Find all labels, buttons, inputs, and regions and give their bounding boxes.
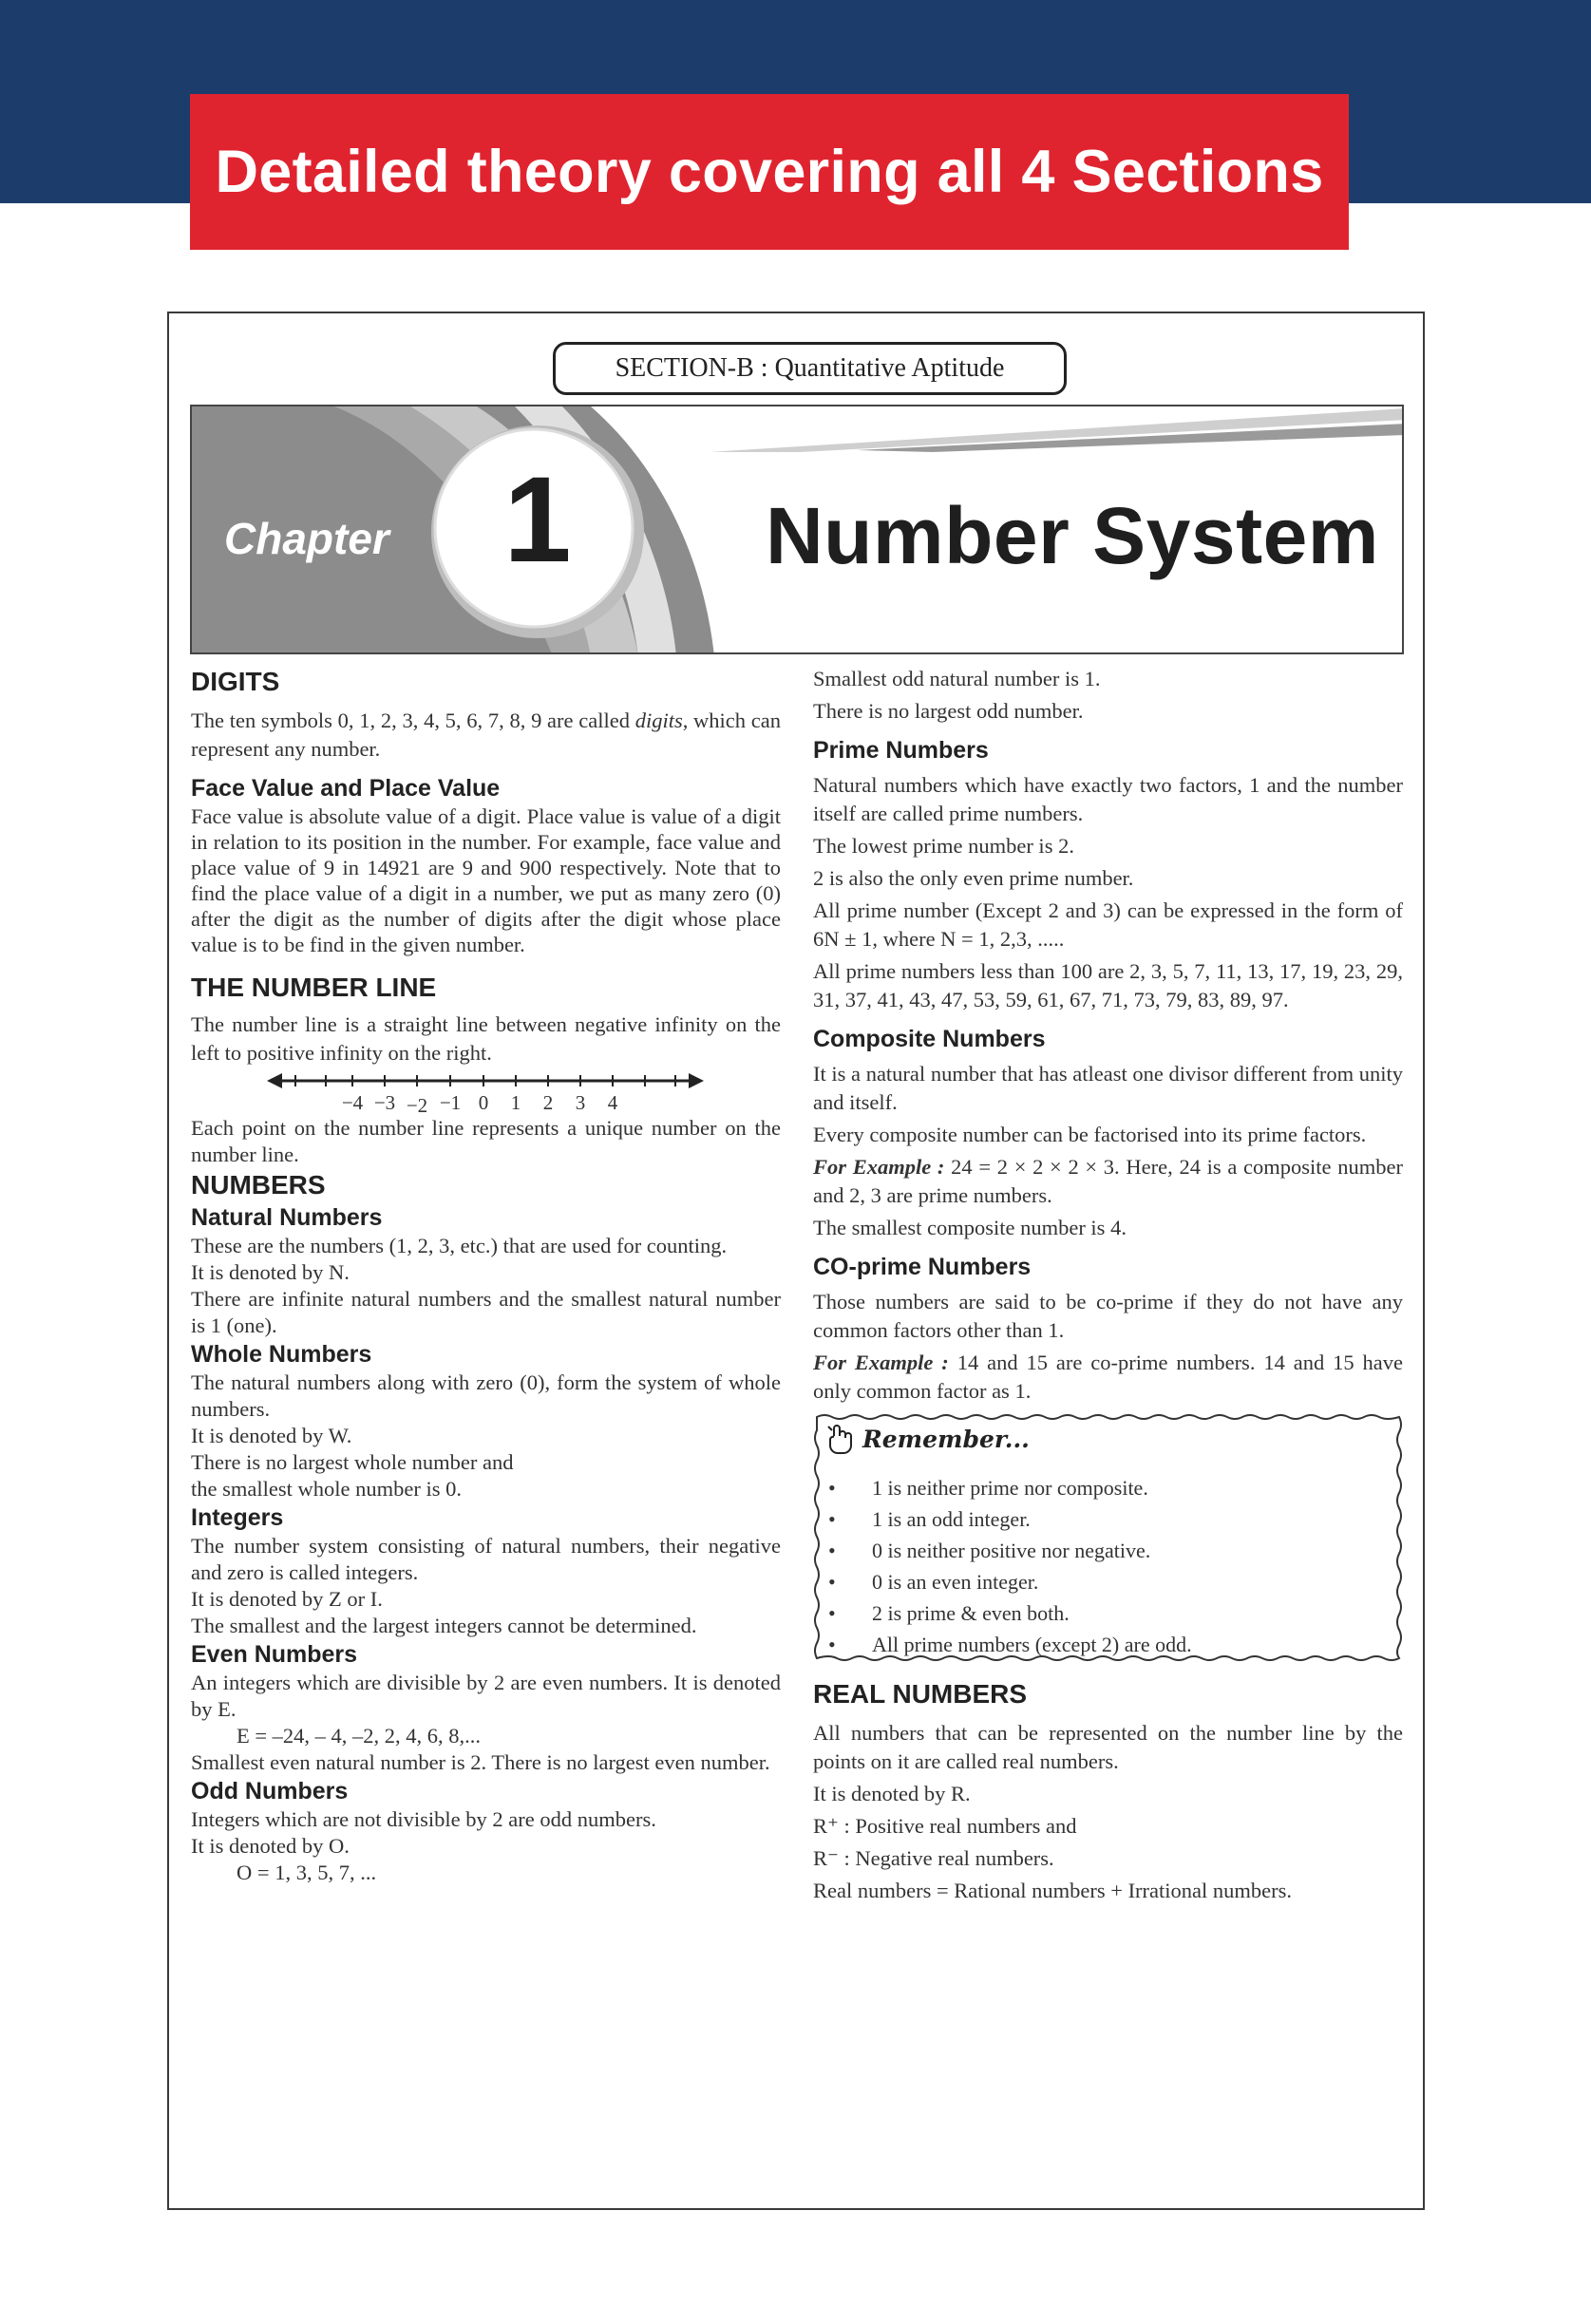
remember-header bbox=[826, 1425, 1030, 1455]
chapter-number: 1 bbox=[503, 452, 572, 588]
remember-list bbox=[828, 1472, 1192, 1660]
integers-heading: Integers bbox=[191, 1504, 284, 1531]
whole-text-3: There is no largest whole number and bbox=[191, 1450, 514, 1474]
remember-title: Remember... bbox=[862, 1426, 1030, 1453]
number-line-graphic bbox=[267, 1068, 704, 1121]
composite-text-1: It is a natural number that has atleast one divisor different from unity and itself. bbox=[813, 1062, 1403, 1114]
remember-box bbox=[813, 1413, 1403, 1662]
face-value-paragraph: Face value is absolute value of a digit. Place value is value of a digit in relation to its position in the number. For example, face value and place value of 9 in 14921 are 9 and 900 respectively. Note that to find the place value of a digit in a number, we put as many zero (0) after the digit as the number of digits after the digit whose place value is to be find in the given number. bbox=[191, 804, 781, 956]
list-item: • 2 is prime & even both. bbox=[828, 1601, 1070, 1625]
tick-label: 2 bbox=[542, 1091, 554, 1114]
odd-numbers-heading: Odd Numbers bbox=[191, 1778, 349, 1804]
whole-text-1: The natural numbers along with zero (0), form the system of whole numbers. bbox=[191, 1370, 781, 1421]
number-line-paragraph: The number line is a straight line between negative infinity on the left to positive infinity on the right. bbox=[191, 1012, 781, 1065]
prime-text-3: 2 is also the only even prime number. bbox=[813, 866, 1134, 890]
digits-paragraph: The ten symbols 0, 1, 2, 3, 4, 5, 6, 7, 8, 9 are called digits, which can represent any number. bbox=[191, 709, 781, 761]
chapter-label: Chapter bbox=[224, 514, 389, 563]
odd-cont-text-2: There is no largest odd number. bbox=[813, 699, 1084, 723]
prime-text-1: Natural numbers which have exactly two factors, 1 and the number itself are called prime numbers. bbox=[813, 773, 1403, 825]
odd-cont-text-1: Smallest odd natural number is 1. bbox=[813, 667, 1101, 690]
prime-text-4: All prime number (Except 2 and 3) can be expressed in the form of 6N ± 1, where N = 1, 2,3, ..... bbox=[813, 898, 1403, 951]
tick-label: 0 bbox=[478, 1091, 489, 1114]
chapter-title: Number System bbox=[765, 491, 1379, 580]
composite-text-2: Every composite number can be factorised into its prime factors. bbox=[813, 1123, 1367, 1146]
coprime-example: For Example : 14 and 15 are co-prime numbers. 14 and 15 have only common factor as 1. bbox=[813, 1351, 1403, 1403]
number-line-figure bbox=[191, 1068, 781, 1121]
natural-text-1: These are the numbers (1, 2, 3, etc.) that are used for counting. bbox=[191, 1234, 728, 1257]
coprime-numbers-heading: CO-prime Numbers bbox=[813, 1254, 1032, 1280]
real-text-1: All numbers that can be represented on the number line by the points on it are called real numbers. bbox=[813, 1721, 1403, 1773]
tick-label: 1 bbox=[510, 1091, 521, 1114]
tick-label: −3 bbox=[373, 1091, 396, 1114]
face-value-heading: Face Value and Place Value bbox=[191, 775, 501, 802]
natural-text-2: It is denoted by N. bbox=[191, 1260, 350, 1284]
integers-text-3: The smallest and the largest integers cannot be determined. bbox=[191, 1614, 697, 1637]
coprime-text-1: Those numbers are said to be co-prime if they do not have any common factors other than 1. bbox=[813, 1290, 1403, 1342]
real-text-4: R⁻ : Negative real numbers. bbox=[813, 1846, 1054, 1870]
tick-label: 3 bbox=[575, 1091, 586, 1114]
natural-numbers-heading: Natural Numbers bbox=[191, 1204, 383, 1231]
prime-text-5: All prime numbers less than 100 are 2, 3, 5, 7, 11, 13, 17, 19, 23, 29, 31, 37, 41, 43, 47, 53, 59, 61, 67, 71, 73, 79, 83, 89, 97. bbox=[813, 959, 1403, 1011]
odd-text-1: Integers which are not divisible by 2 are odd numbers. bbox=[191, 1807, 656, 1831]
even-text-1: An integers which are divisible by 2 are even numbers. It is denoted by E. bbox=[191, 1671, 781, 1721]
tick-label: −2 bbox=[406, 1094, 428, 1117]
composite-numbers-heading: Composite Numbers bbox=[813, 1026, 1046, 1052]
real-numbers-heading: REAL NUMBERS bbox=[813, 1679, 1028, 1709]
prime-text-2: The lowest prime number is 2. bbox=[813, 834, 1074, 858]
whole-text-4: the smallest whole number is 0. bbox=[191, 1477, 462, 1501]
composite-text-3: The smallest composite number is 4. bbox=[813, 1216, 1127, 1239]
even-text-2: Smallest even natural number is 2. There is no largest even number. bbox=[191, 1750, 770, 1774]
digits-heading: DIGITS bbox=[191, 667, 280, 696]
left-column bbox=[191, 665, 781, 1886]
list-item: • All prime numbers (except 2) are odd. bbox=[828, 1633, 1192, 1656]
list-item: • 0 is an even integer. bbox=[828, 1570, 1039, 1594]
section-tag: SECTION-B : Quantitative Aptitude bbox=[553, 342, 1067, 395]
tick-label: −1 bbox=[439, 1091, 462, 1114]
chapter-header bbox=[190, 405, 1404, 654]
whole-text-2: It is denoted by W. bbox=[191, 1424, 352, 1447]
list-item: • 0 is neither positive nor negative. bbox=[828, 1539, 1151, 1562]
integers-text-2: It is denoted by Z or I. bbox=[191, 1587, 383, 1611]
natural-text-3: There are infinite natural numbers and the smallest natural number is 1 (one). bbox=[191, 1287, 781, 1337]
integers-text-1: The number system consisting of natural numbers, their negative and zero is called integers. bbox=[191, 1534, 781, 1584]
number-line-note: Each point on the number line represents a unique number on the number line. bbox=[191, 1116, 781, 1166]
banner-title: Detailed theory covering all 4 Sections bbox=[215, 139, 1324, 205]
right-column bbox=[813, 665, 1403, 1905]
even-equation: E = –24, – 4, –2, 2, 4, 6, 8,... bbox=[237, 1724, 482, 1748]
list-item: • 1 is an odd integer. bbox=[828, 1507, 1031, 1531]
odd-equation: O = 1, 3, 5, 7, ... bbox=[237, 1861, 377, 1884]
whole-numbers-heading: Whole Numbers bbox=[191, 1341, 372, 1368]
real-text-2: It is denoted by R. bbox=[813, 1782, 971, 1805]
list-item: • 1 is neither prime nor composite. bbox=[828, 1476, 1148, 1500]
tick-label: 4 bbox=[607, 1091, 618, 1114]
prime-numbers-heading: Prime Numbers bbox=[813, 737, 989, 764]
numbers-heading: NUMBERS bbox=[191, 1170, 326, 1200]
composite-example: For Example : 24 = 2 × 2 × 2 × 3. Here, 24 is a composite number and 2, 3 are prime numbers. bbox=[813, 1155, 1403, 1207]
real-text-3: R⁺ : Positive real numbers and bbox=[813, 1814, 1077, 1838]
even-numbers-heading: Even Numbers bbox=[191, 1641, 358, 1668]
promo-banner bbox=[190, 94, 1349, 250]
odd-text-2: It is denoted by O. bbox=[191, 1834, 350, 1858]
hand-icon bbox=[826, 1425, 855, 1455]
real-text-5: Real numbers = Rational numbers + Irrational numbers. bbox=[813, 1879, 1293, 1902]
number-line-heading: THE NUMBER LINE bbox=[191, 973, 437, 1002]
tick-label: −4 bbox=[341, 1091, 364, 1114]
